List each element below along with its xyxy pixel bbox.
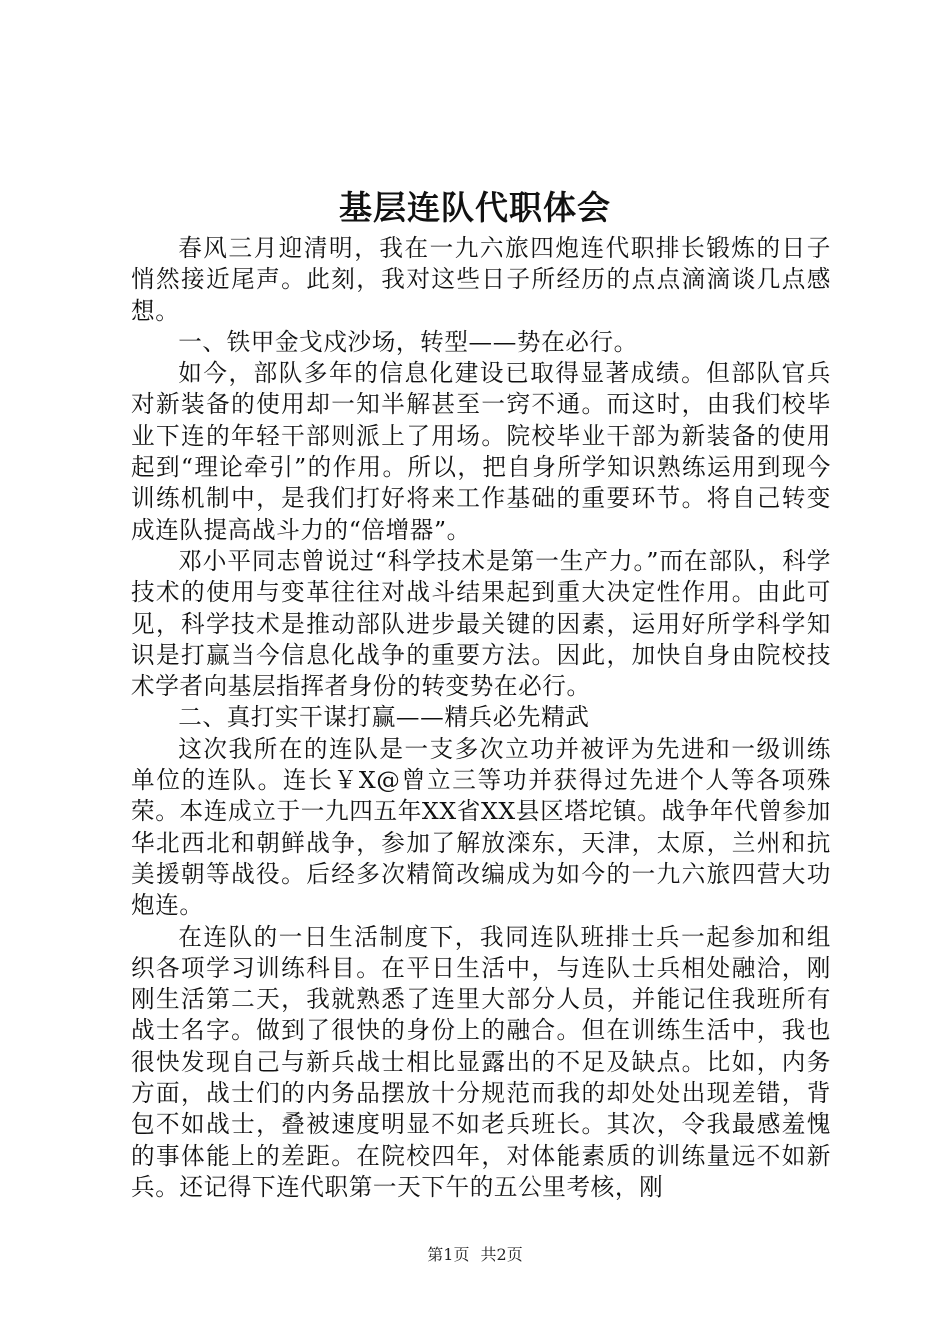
page-number: 第1页 (427, 1245, 470, 1264)
paragraph: 如今，部队多年的信息化建设已取得显著成绩。但部队官兵对新装备的使用却一知半解甚至一窍不通。而这时，由我们校毕业下连的年轻干部则派上了用场。院校毕业干部为新装备的使用起到“理论牵引”的作用。所以，把自身所学知识熟练运用到现今训练机制中，是我们打好将来工作基础的重要环节。将自己转变成连队提高战斗力的“倍增器”。 (131, 359, 831, 544)
section-heading-1: 一、铁甲金戈戍沙场，转型——势在必行。 (178, 327, 638, 356)
paragraph-intro: 春风三月迎清明，我在一九六旅四炮连代职排长锻炼的日子悄然接近尾声。此刻，我对这些日子所经历的点点滴滴谈几点感想。 (131, 234, 831, 325)
section-heading-2: 二、真打实干谋打赢——精兵必先精武 (178, 703, 590, 732)
paragraph: 这次我所在的连队是一支多次立功并被评为先进和一级训练单位的连队。连长￥X@曾立三等功并获得过先进个人等各项殊荣。本连成立于一九四五年XX省XX县区塔坨镇。战争年代曾参加华北西北和朝鲜战争，参加了解放滦东，天津，太原，兰州和抗美援朝等战役。后经多次精简改编成为如今的一九六旅四营大功炮连。 (131, 734, 831, 920)
paragraph: 邓小平同志曾说过“科学技术是第一生产力。”而在部队，科学技术的使用与变革往往对战斗结果起到重大决定性作用。由此可见，科学技术是推动部队进步最关键的因素，运用好所学科学知识是打赢当今信息化战争的重要方法。因此，加快自身由院校技术学者向基层指挥者身份的转变势在必行。 (131, 546, 831, 701)
document-title: 基层连队代职体会 (339, 188, 611, 227)
paragraph: 在连队的一日生活制度下，我同连队班排士兵一起参加和组织各项学习训练科目。在平日生活中，与连队士兵相处融洽，刚刚生活第二天，我就熟悉了连里大部分人员，并能记住我班所有战士名字。做到了很快的身份上的融合。但在训练生活中，我也很快发现自己与新兵战士相比显露出的不足及缺点。比如，内务方面，战士们的内务品摆放十分规范而我的却处处出现差错，背包不如战士，叠被速度明显不如老兵班长。其次，令我最感羞愧的事体能上的差距。在院校四年，对体能素质的训练量远不如新兵。还记得下连代职第一天下午的五公里考核，刚 (131, 922, 831, 1201)
page-footer (0, 1244, 950, 1266)
document-body (131, 233, 831, 1203)
page-total: 共2页 (480, 1245, 523, 1264)
